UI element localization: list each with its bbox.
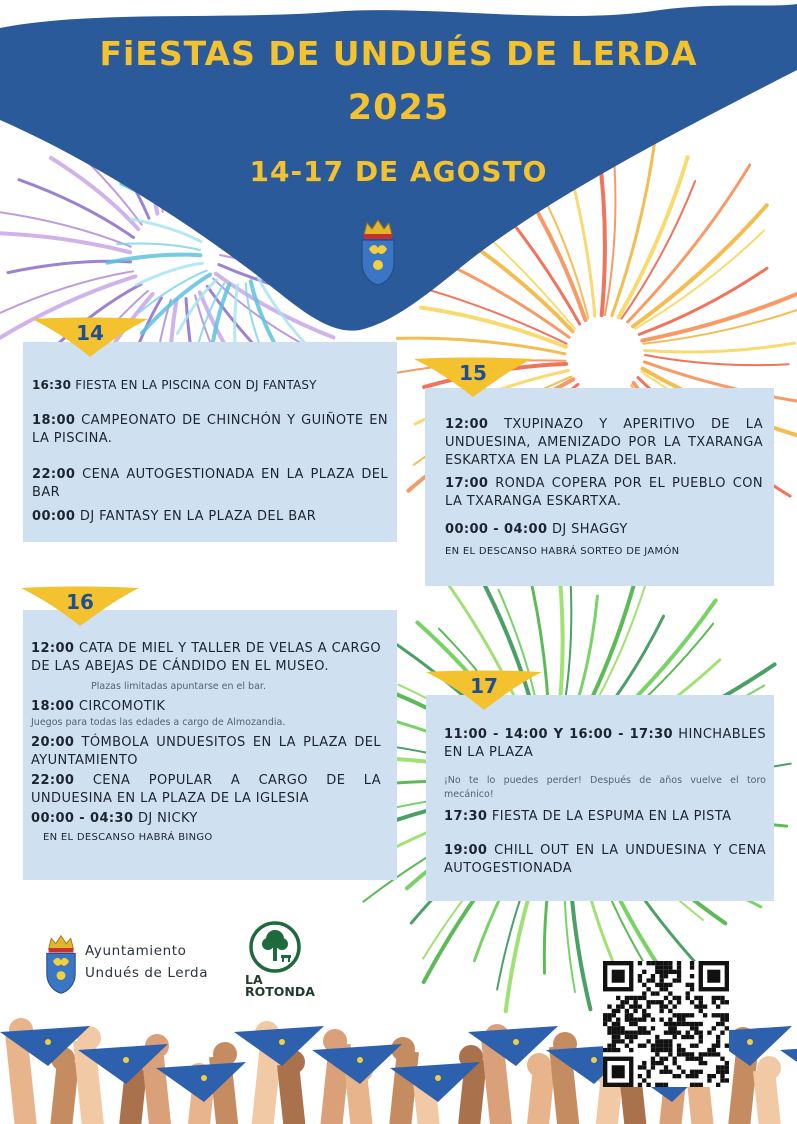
day-15-number: 15 [459,361,487,385]
ayuntamiento-line-2: Undués de Lerda [85,965,209,981]
poster-dates: 14-17 DE AGOSTO [249,155,548,188]
day-16-schedule [23,610,397,880]
day-15-schedule [425,388,774,586]
event-16-5: 00:00 - 04:30 DJ NICKY [31,811,198,826]
event-17-1: 11:00 - 14:00 Y 16:00 - 17:30 HINCHABLES EN LA PLAZA [444,727,766,760]
ayuntamiento-line-1: Ayuntamiento [85,943,187,959]
day-14-badge [32,317,148,359]
event-14-1: 16:30 FIESTA EN LA PISCINA CON DJ FANTASY [32,378,317,392]
day-17-badge [426,670,542,712]
poster-title: FiESTAS DE UNDUÉS DE LERDA [99,34,698,73]
day-16-number: 16 [66,590,94,614]
event-14-3: 22:00 CENA AUTOGESTIONADA EN LA PLAZA DEL BAR [32,467,388,500]
event-16-2: 18:00 CIRCOMOTIK [31,699,166,714]
event-16-note-circo: Juegos para todas las edades a cargo de Almozandia. [31,717,286,728]
day-16-badge [21,586,139,628]
event-15-2: 17:00 RONDA COPERA POR EL PUEBLO CON LA TXARANGA ESKARTXA. [445,476,763,509]
event-15-3: 00:00 - 04:00 DJ SHAGGY [445,522,628,537]
day-15-badge [414,357,532,399]
day-17-schedule [426,695,774,901]
day-14-schedule [23,342,397,542]
event-14-2: 18:00 CAMPEONATO DE CHINCHÓN Y GUIÑOTE EN LA PISCINA. [32,413,388,446]
day-17-number: 17 [470,674,498,698]
event-16-1: 12:00 CATA DE MIEL Y TALLER DE VELAS A CARGO DE LAS ABEJAS DE CÁNDIDO EN EL MUSEO. [31,641,381,674]
coat-of-arms-small-icon [43,933,79,995]
event-15-1: 12:00 TXUPINAZO Y APERITIVO DE LA UNDUESINA, AMENIZADO POR LA TXARANGA ESKARTXA EN LA PLAZA DEL BAR. [445,417,763,468]
event-16-note-museo: Plazas limitadas apuntarse en el bar. [91,681,266,692]
rotonda-line-2: ROTONDA [245,984,315,999]
event-16-3: 20:00 TÓMBOLA UNDUESITOS EN LA PLAZA DEL AYUNTAMIENTO [31,735,381,768]
qr-code [603,961,729,1087]
tree-icon [249,921,301,973]
event-17-2: 17:30 FIESTA DE LA ESPUMA EN LA PISTA [444,809,732,824]
event-16-note-bingo: EN EL DESCANSO HABRÁ BINGO [43,832,213,843]
event-16-4: 22:00 CENA POPULAR A CARGO DE LA UNDUESINA EN LA PLAZA DE LA IGLESIA [31,773,381,806]
day-14-number: 14 [76,321,104,345]
qr-modules [603,961,729,1087]
event-17-note-toro: ¡No te lo puedes perder! Después de años vuelve el toro mecánico! [444,775,766,800]
coat-of-arms-icon [358,217,398,287]
rotonda-line-1: LA [245,972,263,987]
event-14-4: 00:00 DJ FANTASY EN LA PLAZA DEL BAR [32,509,317,524]
event-15-note: EN EL DESCANSO HABRÁ SORTEO DE JAMÓN [445,546,680,557]
poster-year: 2025 [347,88,450,128]
event-17-3: 19:00 CHILL OUT EN LA UNDUESINA Y CENA AUTOGESTIONADA [444,843,766,876]
